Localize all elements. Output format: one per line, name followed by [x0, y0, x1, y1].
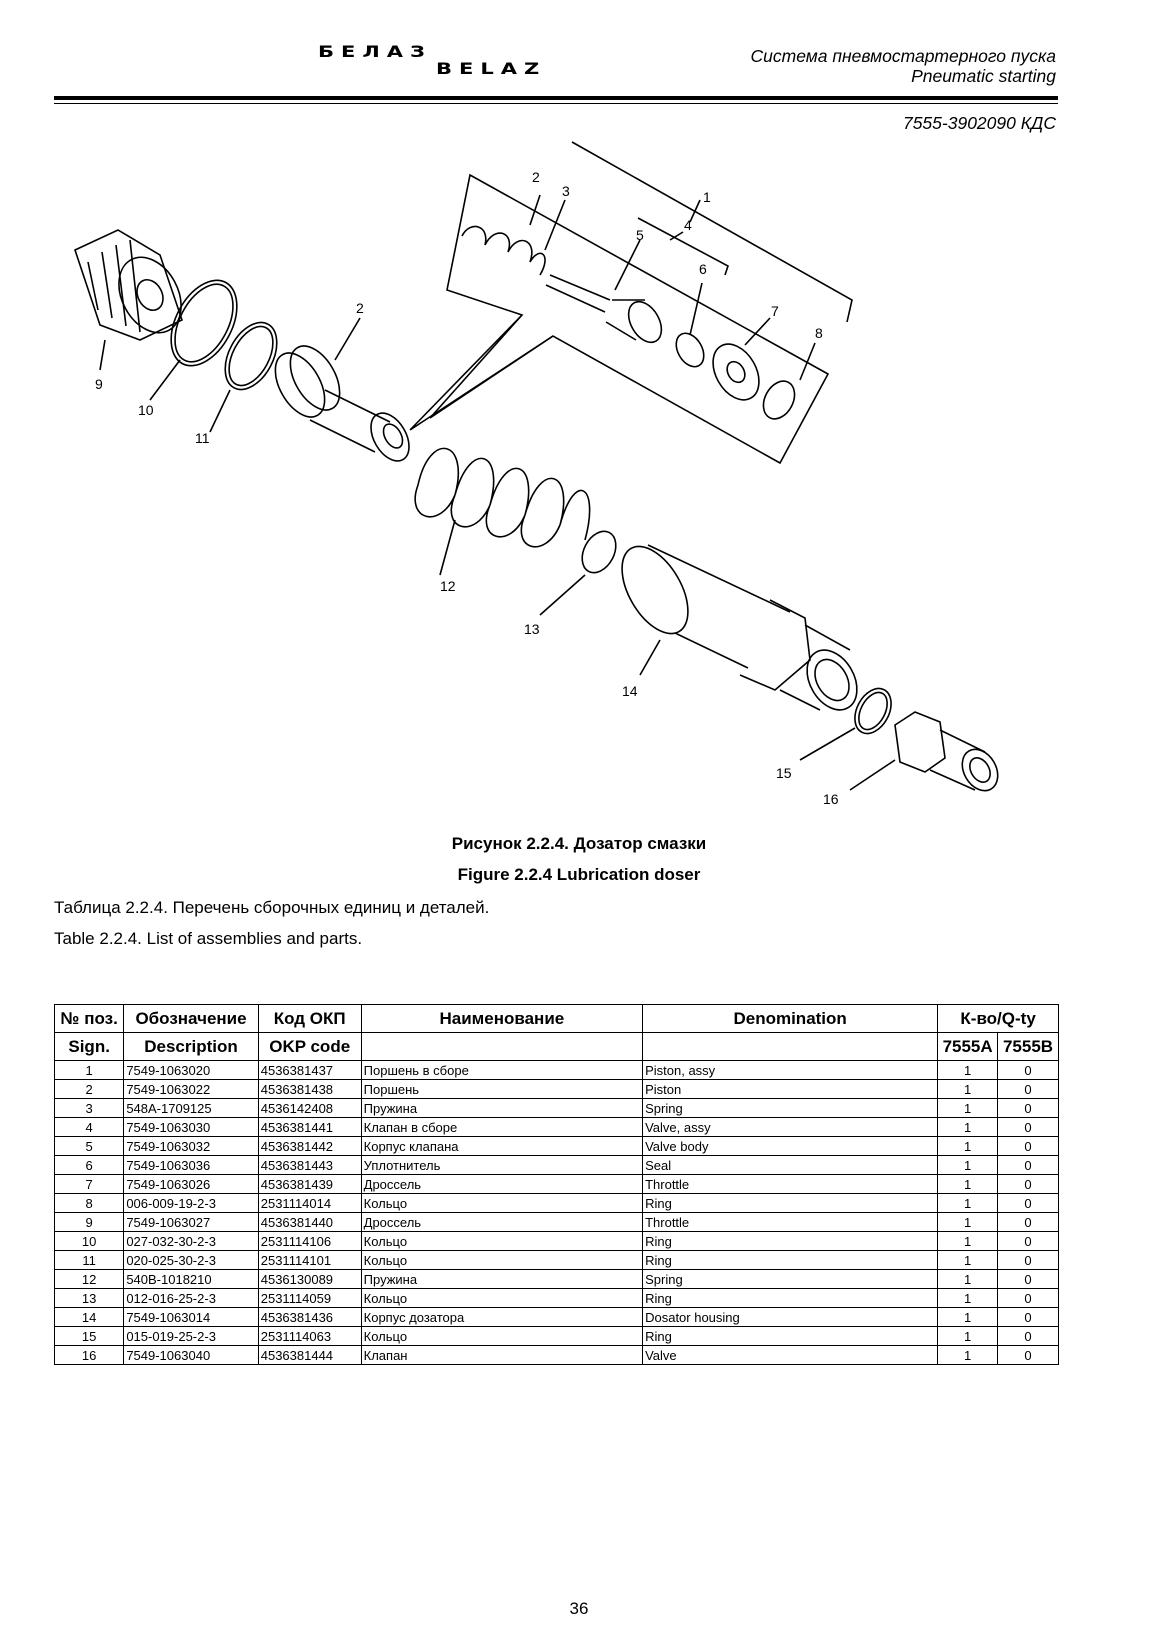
callout-8: 8 [815, 325, 823, 341]
cell-qty-b: 0 [998, 1327, 1059, 1346]
cell-name-en: Valve, assy [643, 1118, 938, 1137]
callout-14: 14 [622, 683, 638, 699]
table-row [55, 1232, 1059, 1251]
cell-okp: 4536381436 [258, 1308, 361, 1327]
table-row [55, 1099, 1059, 1118]
callout-3: 3 [562, 183, 570, 199]
callout-4: 4 [684, 217, 692, 233]
cell-qty-a: 1 [938, 1118, 998, 1137]
cell-qty-a: 1 [938, 1289, 998, 1308]
logo-line-en: BELAZ [436, 59, 547, 78]
cell-qty-b: 0 [998, 1137, 1059, 1156]
cell-okp: 4536381437 [258, 1061, 361, 1080]
table-row [55, 1156, 1059, 1175]
cell-name-en: Ring [643, 1251, 938, 1270]
cell-qty-b: 0 [998, 1213, 1059, 1232]
cell-pos: 10 [55, 1232, 124, 1251]
cell-name-en: Ring [643, 1232, 938, 1251]
cell-pos: 2 [55, 1080, 124, 1099]
cell-name-en: Piston [643, 1080, 938, 1099]
table-row [55, 1346, 1059, 1365]
col-name-ru: Наименование [361, 1005, 642, 1033]
col-name-en-empty [643, 1033, 938, 1061]
cell-qty-b: 0 [998, 1156, 1059, 1175]
cell-okp: 2531114101 [258, 1251, 361, 1270]
table-row [55, 1327, 1059, 1346]
parts-table [54, 1004, 1059, 1365]
cell-okp: 4536381439 [258, 1175, 361, 1194]
cell-name-en: Valve body [643, 1137, 938, 1156]
cell-name-en: Piston, assy [643, 1061, 938, 1080]
cell-okp: 2531114063 [258, 1327, 361, 1346]
header-rule-thin [54, 103, 1058, 104]
cell-name-en: Spring [643, 1270, 938, 1289]
cell-okp: 4536381444 [258, 1346, 361, 1365]
col-okp-en: OKP code [258, 1033, 361, 1061]
cell-pos: 11 [55, 1251, 124, 1270]
callout-16: 16 [823, 791, 839, 807]
cell-pos: 15 [55, 1327, 124, 1346]
table-row [55, 1194, 1059, 1213]
cell-okp: 4536130089 [258, 1270, 361, 1289]
cell-qty-b: 0 [998, 1251, 1059, 1270]
cell-designation: 7549-1063022 [124, 1080, 258, 1099]
cell-qty-a: 1 [938, 1213, 998, 1232]
cell-name-en: Ring [643, 1289, 938, 1308]
table-row [55, 1270, 1059, 1289]
table-row [55, 1137, 1059, 1156]
cell-designation: 540B-1018210 [124, 1270, 258, 1289]
cell-qty-b: 0 [998, 1232, 1059, 1251]
part-8-ring [757, 376, 801, 424]
cell-designation: 7549-1063040 [124, 1346, 258, 1365]
callout-1: 1 [703, 189, 711, 205]
col-qty-a: 7555A [938, 1033, 998, 1061]
cell-qty-a: 1 [938, 1308, 998, 1327]
part-16-valve [895, 712, 1005, 797]
cell-name-en: Seal [643, 1156, 938, 1175]
cell-name-ru: Клапан в сборе [361, 1118, 642, 1137]
cell-qty-b: 0 [998, 1194, 1059, 1213]
cell-designation: 020-025-30-2-3 [124, 1251, 258, 1270]
cell-designation: 006-009-19-2-3 [124, 1194, 258, 1213]
cell-designation: 012-016-25-2-3 [124, 1289, 258, 1308]
cell-designation: 015-019-25-2-3 [124, 1327, 258, 1346]
part-7-throttle [704, 336, 769, 408]
callout-2-lower: 2 [356, 300, 364, 316]
col-pos-en: Sign. [55, 1033, 124, 1061]
header-rule-thick [54, 96, 1058, 100]
cell-designation: 7549-1063030 [124, 1118, 258, 1137]
cell-okp: 4536381440 [258, 1213, 361, 1232]
part-5-valve-body [622, 296, 668, 348]
cell-okp: 2531114059 [258, 1289, 361, 1308]
exploded-view-drawing [54, 140, 1058, 860]
part-13-ring [575, 526, 622, 579]
header-system-title [751, 46, 1056, 86]
cell-name-ru: Кольцо [361, 1232, 642, 1251]
table-header-row-1 [55, 1005, 1059, 1033]
col-qty: К-во/Q-ty [938, 1005, 1059, 1033]
cell-name-ru: Корпус клапана [361, 1137, 642, 1156]
cell-qty-b: 0 [998, 1080, 1059, 1099]
cell-pos: 7 [55, 1175, 124, 1194]
cell-qty-b: 0 [998, 1289, 1059, 1308]
cell-qty-a: 1 [938, 1099, 998, 1118]
callout-9: 9 [95, 376, 103, 392]
cell-qty-a: 1 [938, 1175, 998, 1194]
part-11-ring [215, 314, 288, 398]
cell-name-en: Ring [643, 1194, 938, 1213]
cell-designation: 7549-1063027 [124, 1213, 258, 1232]
cell-name-ru: Пружина [361, 1099, 642, 1118]
document-code: 7555-3902090 КДС [902, 113, 1056, 133]
cell-name-ru: Клапан [361, 1346, 642, 1365]
parts-table-body [55, 1061, 1059, 1365]
cell-name-ru: Дроссель [361, 1213, 642, 1232]
cell-pos: 13 [55, 1289, 124, 1308]
col-okp-ru: Код ОКП [258, 1005, 361, 1033]
cell-qty-a: 1 [938, 1061, 998, 1080]
cell-pos: 8 [55, 1194, 124, 1213]
table-row [55, 1251, 1059, 1270]
figure-caption-en: Figure 2.2.4 Lubrication doser [457, 865, 701, 884]
cell-name-ru: Корпус дозатора [361, 1308, 642, 1327]
table-row [55, 1308, 1059, 1327]
cell-pos: 4 [55, 1118, 124, 1137]
table-row [55, 1080, 1059, 1099]
logo-line-ru: БЕЛАЗ [318, 42, 432, 61]
callout-11: 11 [195, 430, 210, 446]
table-row [55, 1213, 1059, 1232]
cell-name-ru: Уплотнитель [361, 1156, 642, 1175]
cell-name-en: Dosator housing [643, 1308, 938, 1327]
cell-pos: 14 [55, 1308, 124, 1327]
cell-qty-b: 0 [998, 1118, 1059, 1137]
cell-qty-a: 1 [938, 1251, 998, 1270]
table-caption-en: Table 2.2.4. List of assemblies and parts. [54, 929, 363, 948]
cell-name-ru: Кольцо [361, 1289, 642, 1308]
part-15-ring [848, 682, 899, 739]
cell-qty-b: 0 [998, 1175, 1059, 1194]
cell-qty-b: 0 [998, 1099, 1059, 1118]
cell-name-en: Throttle [643, 1175, 938, 1194]
cell-pos: 1 [55, 1061, 124, 1080]
cell-qty-a: 1 [938, 1270, 998, 1289]
cell-designation: 7549-1063026 [124, 1175, 258, 1194]
cell-okp: 4536381443 [258, 1156, 361, 1175]
cell-qty-a: 1 [938, 1346, 998, 1365]
cell-qty-a: 1 [938, 1156, 998, 1175]
cell-pos: 5 [55, 1137, 124, 1156]
cell-name-en: Ring [643, 1327, 938, 1346]
cell-designation: 7549-1063032 [124, 1137, 258, 1156]
cell-name-ru: Кольцо [361, 1194, 642, 1213]
callout-7: 7 [771, 303, 779, 319]
callout-12: 12 [440, 578, 456, 594]
part-10-ring [158, 269, 251, 377]
figure-caption-ru: Рисунок 2.2.4. Дозатор смазки [451, 834, 707, 853]
cell-designation: 548A-1709125 [124, 1099, 258, 1118]
cell-pos: 3 [55, 1099, 124, 1118]
part-5-stem [546, 275, 610, 312]
col-pos-ru: № поз. [55, 1005, 124, 1033]
cell-qty-b: 0 [998, 1061, 1059, 1080]
part-3-spring [462, 226, 545, 275]
cell-designation: 027-032-30-2-3 [124, 1232, 258, 1251]
cell-pos: 16 [55, 1346, 124, 1365]
cell-okp: 4536381441 [258, 1118, 361, 1137]
cell-qty-a: 1 [938, 1137, 998, 1156]
part-2-piston [265, 338, 417, 468]
bracket-1 [572, 142, 852, 322]
cell-qty-a: 1 [938, 1327, 998, 1346]
table-row [55, 1289, 1059, 1308]
table-caption-ru: Таблица 2.2.4. Перечень сборочных единиц и деталей. [54, 898, 490, 917]
callout-13: 13 [524, 621, 540, 637]
table-row [55, 1175, 1059, 1194]
part-9-throttle [75, 230, 194, 343]
cell-name-en: Throttle [643, 1213, 938, 1232]
cell-name-en: Spring [643, 1099, 938, 1118]
cell-name-ru: Поршень [361, 1080, 642, 1099]
cell-name-ru: Поршень в сборе [361, 1061, 642, 1080]
cell-name-ru: Кольцо [361, 1327, 642, 1346]
col-name-ru-empty [361, 1033, 642, 1061]
cell-qty-a: 1 [938, 1232, 998, 1251]
bracket-4 [638, 218, 728, 275]
cell-okp: 2531114014 [258, 1194, 361, 1213]
cell-okp: 4536142408 [258, 1099, 361, 1118]
callout-5: 5 [636, 227, 644, 243]
cell-designation: 7549-1063014 [124, 1308, 258, 1327]
callout-6: 6 [699, 261, 707, 277]
col-name-en: Denomination [643, 1005, 938, 1033]
cell-okp: 4536381438 [258, 1080, 361, 1099]
cell-qty-b: 0 [998, 1346, 1059, 1365]
callout-2-upper: 2 [532, 169, 540, 185]
cell-designation: 7549-1063020 [124, 1061, 258, 1080]
belaz-logo [318, 44, 546, 82]
cell-pos: 12 [55, 1270, 124, 1289]
table-header-row-2 [55, 1033, 1059, 1061]
cell-qty-a: 1 [938, 1080, 998, 1099]
callout-15: 15 [776, 765, 792, 781]
cell-okp: 2531114106 [258, 1232, 361, 1251]
cell-pos: 9 [55, 1213, 124, 1232]
callout-10: 10 [138, 402, 154, 418]
part-12-spring [415, 448, 589, 546]
cell-qty-a: 1 [938, 1194, 998, 1213]
table-row [55, 1061, 1059, 1080]
cell-qty-b: 0 [998, 1270, 1059, 1289]
system-title-en: Pneumatic starting [911, 66, 1056, 86]
cell-name-en: Valve [643, 1346, 938, 1365]
cell-name-ru: Дроссель [361, 1175, 642, 1194]
table-row [55, 1118, 1059, 1137]
cell-pos: 6 [55, 1156, 124, 1175]
cell-name-ru: Пружина [361, 1270, 642, 1289]
col-designation-ru: Обозначение [124, 1005, 258, 1033]
cell-name-ru: Кольцо [361, 1251, 642, 1270]
cell-qty-b: 0 [998, 1308, 1059, 1327]
col-qty-b: 7555B [998, 1033, 1059, 1061]
cell-okp: 4536381442 [258, 1137, 361, 1156]
cell-designation: 7549-1063036 [124, 1156, 258, 1175]
col-designation-en: Description [124, 1033, 258, 1061]
system-title-ru: Система пневмостартерного пуска [750, 46, 1056, 66]
page-number: 36 [569, 1599, 589, 1618]
part-14-housing [608, 535, 867, 718]
